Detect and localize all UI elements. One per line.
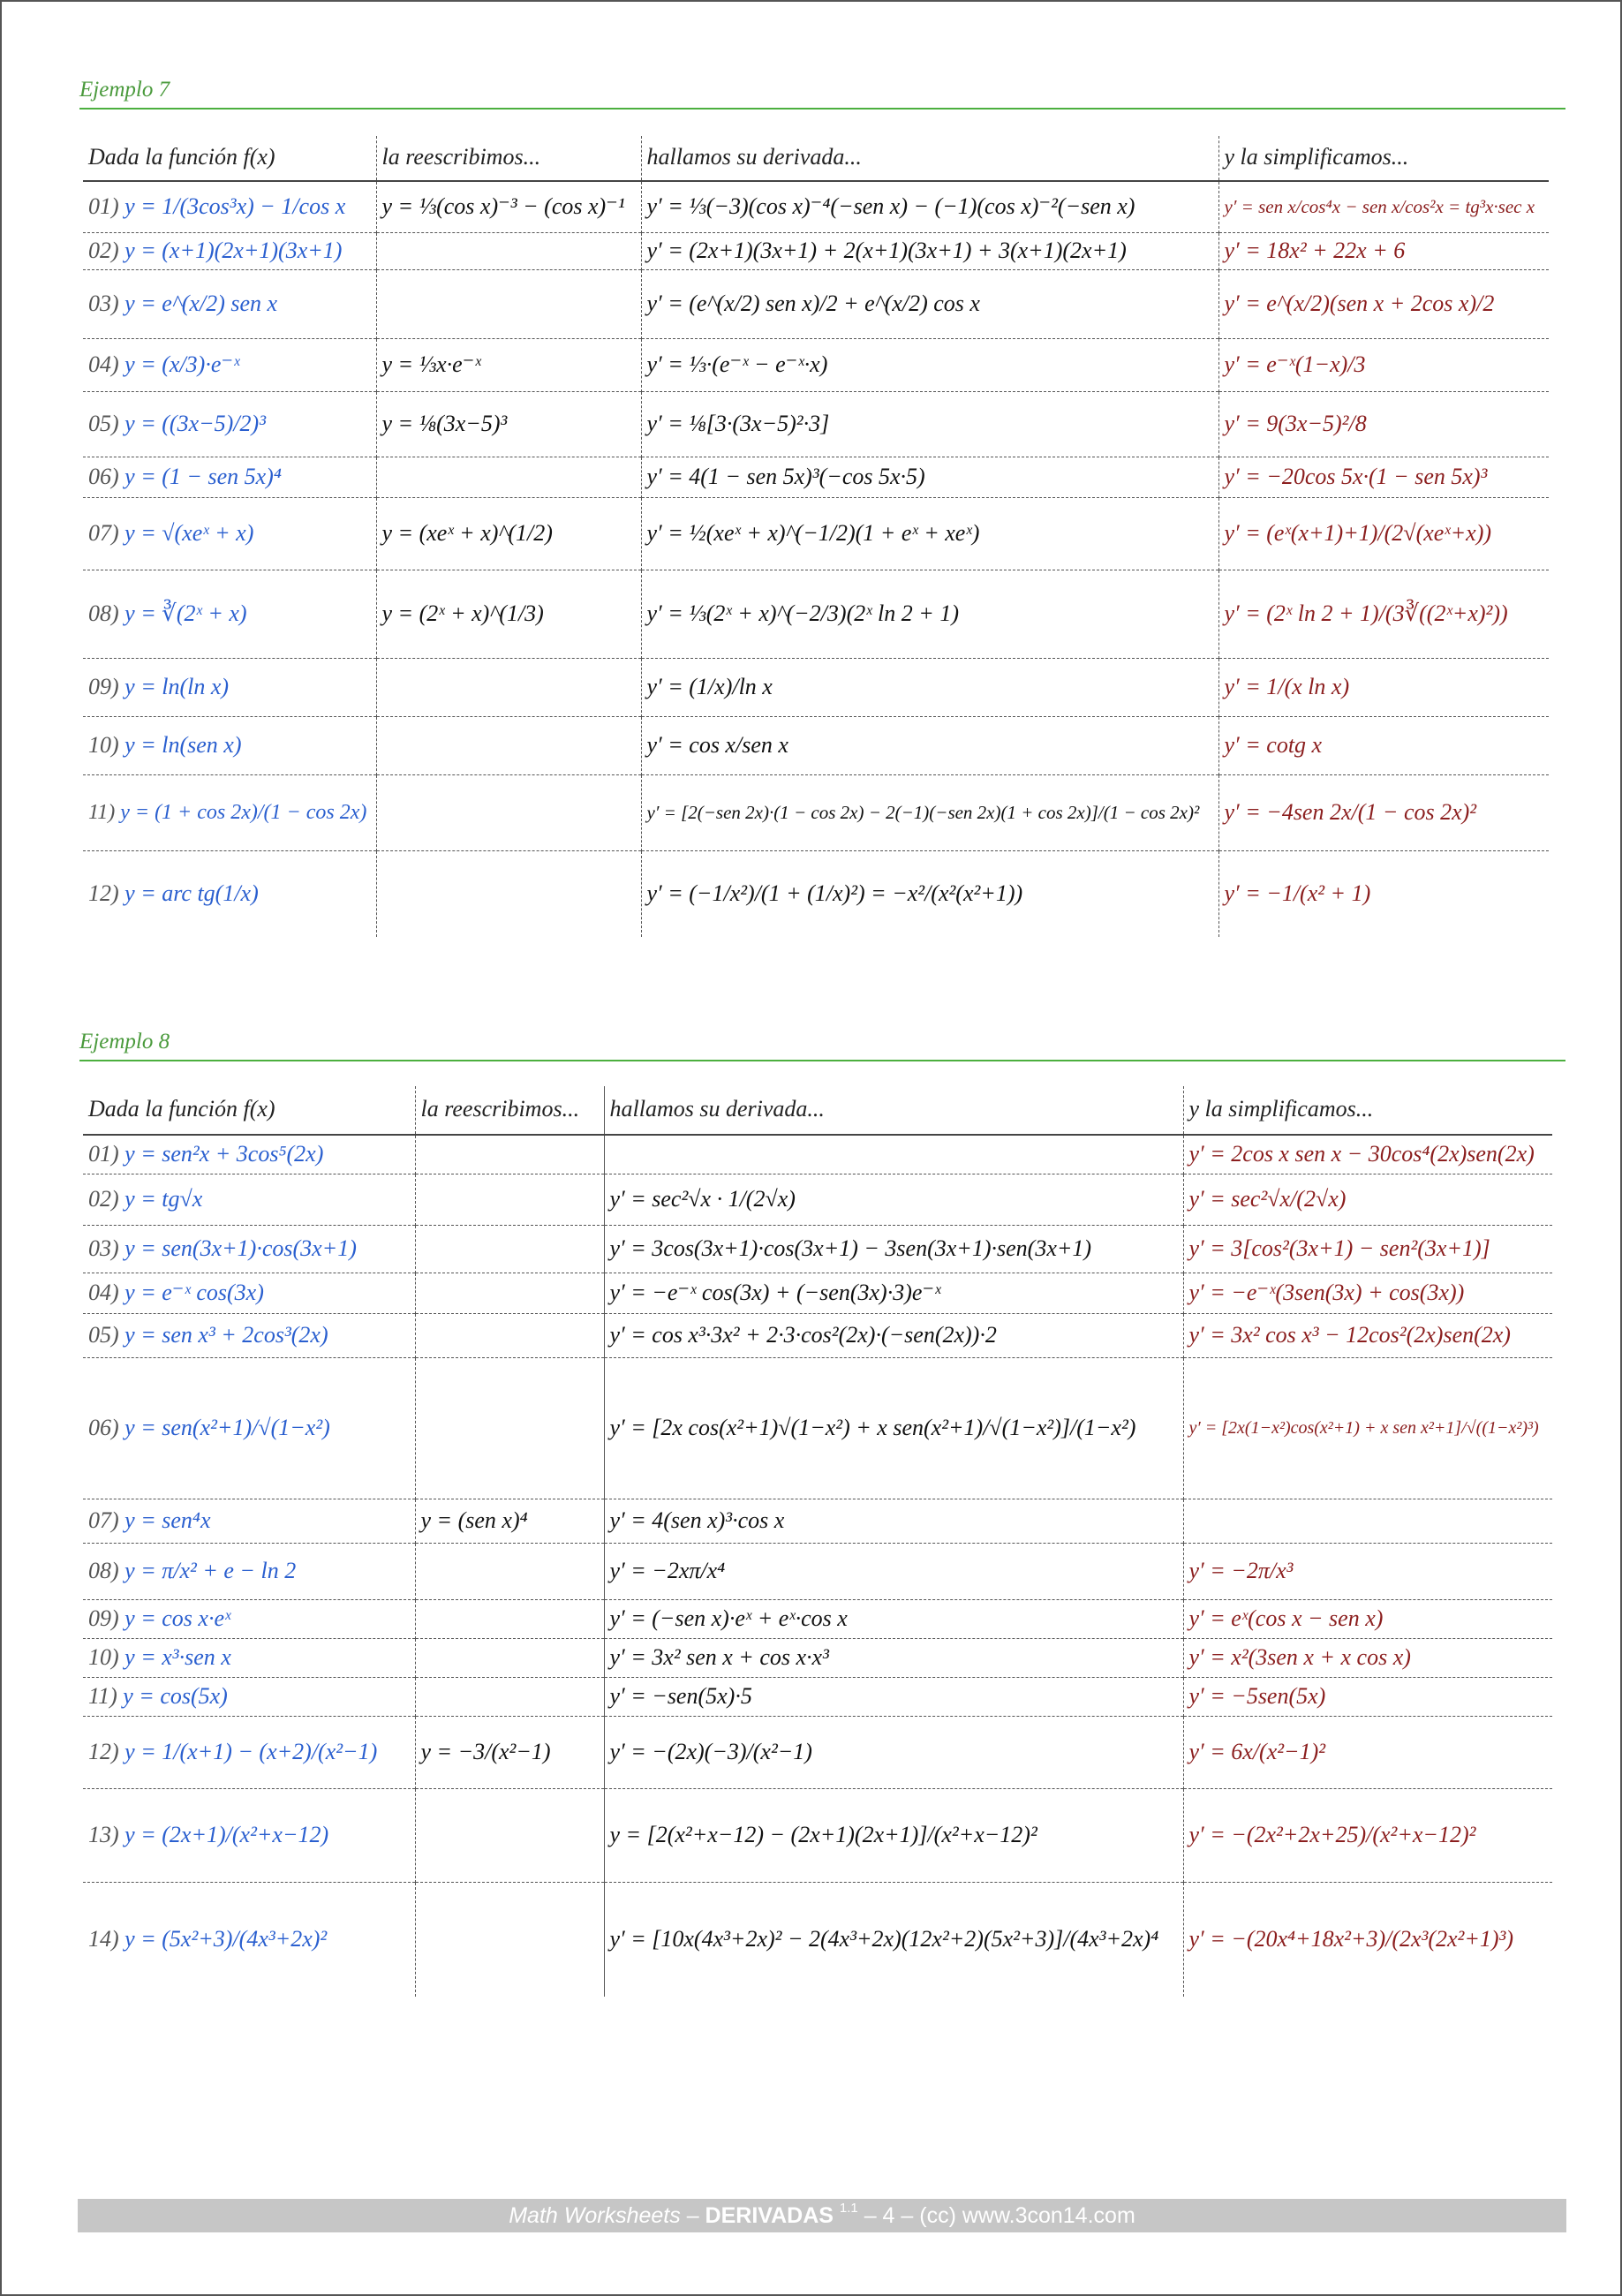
function-cell: [83, 338, 376, 391]
function-expression: y = π/x² + e − ln 2: [124, 1558, 297, 1583]
row-number: 11): [88, 800, 116, 824]
table-row: [83, 338, 1549, 391]
rewrite-cell: [415, 1357, 604, 1499]
derivative-expression: y′ = (−1/x²)/(1 + (1/x)²) = −x²/(x²(x²+1)): [646, 880, 1023, 907]
function-cell: [83, 391, 376, 457]
derivative-cell: [604, 1313, 1183, 1357]
row-number: 10): [88, 1644, 119, 1670]
function-cell: [83, 1174, 415, 1225]
row-number: 04): [88, 351, 119, 377]
derivative-cell: [604, 1882, 1183, 1997]
table-row: [83, 658, 1549, 716]
footer-rest: – 4 – (cc) www.3con14.com: [857, 2203, 1135, 2228]
function-expression: y = sen⁴x: [124, 1507, 211, 1533]
function-expression: y = 1/(x+1) − (x+2)/(x²−1): [124, 1739, 378, 1764]
ejemplo8-rule: [79, 1060, 1565, 1061]
row-number: 05): [88, 411, 119, 436]
derivative-cell: [604, 1174, 1183, 1225]
rewrite-cell: [376, 850, 641, 937]
function-cell: [83, 774, 376, 850]
rewrite-cell: [415, 1174, 604, 1225]
table-row: [83, 1313, 1552, 1357]
derivative-expression: y′ = cos x/sen x: [646, 732, 788, 758]
row-number: 12): [88, 880, 119, 907]
function-expression: y = ln(sen x): [124, 732, 242, 758]
result-expression: y′ = −2π/x³: [1188, 1558, 1294, 1583]
row-number: 13): [88, 1822, 119, 1847]
function-expression: y = arc tg(1/x): [124, 880, 259, 907]
footer-subject: DERIVADAS: [705, 2203, 834, 2228]
result-expression: y′ = −(20x⁴+18x²+3)/(2x³(2x²+1)³): [1188, 1926, 1514, 1952]
footer-bar: [78, 2199, 1566, 2232]
function-expression: y = sen(x²+1)/√(1−x²): [124, 1415, 330, 1440]
rewrite-cell: [415, 1716, 604, 1788]
ejemplo7-header-3: hallamos su derivada...: [641, 136, 1218, 181]
result-cell: [1183, 1135, 1552, 1174]
rewrite-expression: y = ⅓(cos x)⁻³ − (cos x)⁻¹: [381, 193, 625, 220]
ejemplo7-rule: [79, 108, 1565, 110]
result-cell: [1183, 1174, 1552, 1225]
derivative-cell: [604, 1357, 1183, 1499]
derivative-cell: [641, 850, 1218, 937]
function-expression: y = x³·sen x: [124, 1644, 231, 1670]
table-row: [83, 232, 1549, 269]
derivative-expression: y′ = (−sen x)·eˣ + eˣ·cos x: [609, 1605, 848, 1631]
table-row: [83, 1225, 1552, 1273]
derivative-cell: [604, 1677, 1183, 1716]
result-cell: [1183, 1638, 1552, 1677]
table-row: [83, 850, 1549, 937]
rewrite-cell: [415, 1788, 604, 1882]
function-expression: y = ln(ln x): [124, 674, 230, 699]
rewrite-cell: [415, 1638, 604, 1677]
function-expression: y = tg√x: [124, 1186, 203, 1212]
rewrite-cell: [415, 1882, 604, 1997]
result-cell: [1183, 1313, 1552, 1357]
result-cell: [1218, 391, 1549, 457]
derivative-expression: y′ = (e^(x/2) sen x)/2 + e^(x/2) cos x: [646, 291, 980, 316]
derivative-expression: y′ = [2x cos(x²+1)√(1−x²) + x sen(x²+1)/√(1−x²)]/(1−x²): [609, 1415, 1136, 1440]
derivative-expression: y′ = −(2x)(−3)/(x²−1): [609, 1739, 812, 1764]
row-number: 08): [88, 600, 119, 626]
derivative-cell: [604, 1599, 1183, 1638]
derivative-expression: y = [2(x²+x−12) − (2x+1)(2x+1)]/(x²+x−12)²: [609, 1822, 1037, 1847]
rewrite-cell: [376, 232, 641, 269]
table-row: [83, 497, 1549, 570]
row-number: 02): [88, 1186, 119, 1212]
function-cell: [83, 1135, 415, 1174]
derivative-expression: y′ = 4(sen x)³·cos x: [609, 1507, 785, 1533]
result-cell: [1218, 497, 1549, 570]
row-number: 01): [88, 1141, 119, 1167]
row-number: 11): [88, 1683, 117, 1709]
result-cell: [1183, 1677, 1552, 1716]
result-expression: y′ = −e⁻ˣ(3sen(3x) + cos(3x)): [1188, 1280, 1465, 1305]
table-row: [83, 774, 1549, 850]
result-expression: y′ = sen x/cos⁴x − sen x/cos²x = tg³x·sec x: [1224, 195, 1535, 217]
result-cell: [1218, 181, 1549, 232]
row-number: 03): [88, 1235, 119, 1261]
table-row: [83, 1273, 1552, 1313]
function-cell: [83, 1357, 415, 1499]
derivative-cell: [641, 232, 1218, 269]
derivative-cell: [604, 1225, 1183, 1273]
row-number: 09): [88, 674, 119, 699]
rewrite-cell: [376, 774, 641, 850]
function-expression: y = (x/3)·e⁻ˣ: [124, 351, 240, 377]
result-expression: y′ = −(2x²+2x+25)/(x²+x−12)²: [1188, 1822, 1476, 1847]
table-row: [83, 1677, 1552, 1716]
table-row: [83, 1499, 1552, 1543]
result-expression: y′ = −5sen(5x): [1188, 1683, 1326, 1709]
result-cell: [1183, 1357, 1552, 1499]
rewrite-cell: [376, 457, 641, 497]
derivative-expression: y′ = ⅓·(e⁻ˣ − e⁻ˣ·x): [646, 351, 828, 377]
table-row: [83, 391, 1549, 457]
rewrite-cell: [376, 338, 641, 391]
result-expression: y′ = (eˣ(x+1)+1)/(2√(xeˣ+x)): [1224, 520, 1492, 546]
result-cell: [1218, 658, 1549, 716]
ejemplo7-header-1: Dada la función f(x): [83, 136, 376, 181]
row-number: 05): [88, 1322, 119, 1348]
result-cell: [1218, 570, 1549, 658]
derivative-cell: [641, 570, 1218, 658]
derivative-cell: [604, 1273, 1183, 1313]
derivative-expression: y′ = cos x³·3x² + 2·3·cos²(2x)·(−sen(2x))·2: [609, 1322, 997, 1348]
derivative-cell: [604, 1499, 1183, 1543]
result-expression: y′ = e⁻ˣ(1−x)/3: [1224, 351, 1366, 377]
derivative-expression: y′ = sec²√x · 1/(2√x): [609, 1186, 796, 1212]
result-expression: y′ = [2x(1−x²)cos(x²+1) + x sen x²+1]/√((1−x²)³): [1188, 1417, 1539, 1438]
row-number: 10): [88, 732, 119, 758]
footer-version: 1.1: [839, 2201, 858, 2216]
function-cell: [83, 658, 376, 716]
result-cell: [1183, 1716, 1552, 1788]
rewrite-cell: [415, 1225, 604, 1273]
table-row: [83, 1638, 1552, 1677]
function-cell: [83, 1788, 415, 1882]
table-row: [83, 1788, 1552, 1882]
derivative-expression: y′ = −e⁻ˣ cos(3x) + (−sen(3x)·3)e⁻ˣ: [609, 1280, 941, 1305]
row-number: 03): [88, 291, 119, 316]
function-cell: [83, 457, 376, 497]
derivative-expression: y′ = 3cos(3x+1)·cos(3x+1) − 3sen(3x+1)·sen(3x+1): [609, 1235, 1092, 1261]
ejemplo7-header-4: y la simplificamos...: [1218, 136, 1549, 181]
rewrite-expression: y = (xeˣ + x)^(1/2): [381, 520, 553, 546]
result-cell: [1218, 774, 1549, 850]
row-number: 07): [88, 520, 119, 546]
derivative-expression: y′ = ⅓(2ˣ + x)^(−2/3)(2ˣ ln 2 + 1): [646, 600, 959, 626]
rewrite-cell: [376, 269, 641, 338]
footer-dash: –: [680, 2203, 705, 2228]
function-expression: y = ((3x−5)/2)³: [124, 411, 266, 436]
rewrite-cell: [376, 181, 641, 232]
row-number: 04): [88, 1280, 119, 1305]
function-cell: [83, 232, 376, 269]
function-expression: y = (2x+1)/(x²+x−12): [124, 1822, 329, 1847]
table-row: [83, 1174, 1552, 1225]
derivative-cell: [604, 1716, 1183, 1788]
row-number: 06): [88, 464, 119, 489]
result-expression: y′ = 18x² + 22x + 6: [1224, 238, 1406, 263]
function-expression: y = 1/(3cos³x) − 1/cos x: [124, 193, 346, 220]
derivative-expression: y′ = (2x+1)(3x+1) + 2(x+1)(3x+1) + 3(x+1)(2x+1): [646, 238, 1127, 263]
function-cell: [83, 1499, 415, 1543]
function-cell: [83, 181, 376, 232]
result-expression: y′ = 2cos x sen x − 30cos⁴(2x)sen(2x): [1188, 1141, 1535, 1167]
result-cell: [1218, 338, 1549, 391]
result-expression: y′ = e^(x/2)(sen x + 2cos x)/2: [1224, 291, 1495, 316]
function-cell: [83, 716, 376, 774]
result-expression: y′ = sec²√x/(2√x): [1188, 1186, 1347, 1212]
row-number: 12): [88, 1739, 119, 1764]
result-expression: y′ = x²(3sen x + x cos x): [1188, 1644, 1411, 1670]
row-number: 07): [88, 1507, 119, 1533]
function-expression: y = cos(5x): [123, 1683, 228, 1709]
function-cell: [83, 1882, 415, 1997]
derivative-cell: [641, 338, 1218, 391]
result-cell: [1218, 457, 1549, 497]
derivative-cell: [641, 181, 1218, 232]
table-row: [83, 457, 1549, 497]
result-expression: y′ = −20cos 5x·(1 − sen 5x)³: [1224, 464, 1488, 489]
result-expression: y′ = −1/(x² + 1): [1224, 880, 1371, 907]
table-row: [83, 1716, 1552, 1788]
ejemplo8-header-2: la reescribimos...: [415, 1086, 604, 1135]
derivative-cell: [641, 457, 1218, 497]
function-expression: y = sen²x + 3cos⁵(2x): [124, 1141, 324, 1167]
footer-brand: Math Worksheets: [509, 2203, 681, 2228]
derivative-expression: y′ = [2(−sen 2x)·(1 − cos 2x) − 2(−1)(−sen 2x)(1 + cos 2x)]/(1 − cos 2x)²: [646, 801, 1200, 823]
table-row: [83, 269, 1549, 338]
ejemplo8-header-1: Dada la función f(x): [83, 1086, 415, 1135]
rewrite-expression: y = ⅛(3x−5)³: [381, 411, 508, 436]
ejemplo8-header-row: [83, 1086, 1552, 1135]
derivative-expression: y′ = [10x(4x³+2x)² − 2(4x³+2x)(12x²+2)(5x²+3)]/(4x³+2x)⁴: [609, 1926, 1159, 1952]
function-expression: y = ∛(2ˣ + x): [124, 600, 247, 626]
result-expression: y′ = cotg x: [1224, 732, 1323, 758]
function-cell: [83, 1225, 415, 1273]
rewrite-expression: y = (sen x)⁴: [420, 1507, 528, 1533]
row-number: 08): [88, 1558, 119, 1583]
result-expression: y′ = 6x/(x²−1)²: [1188, 1739, 1326, 1764]
derivative-cell: [641, 497, 1218, 570]
rewrite-cell: [415, 1677, 604, 1716]
result-cell: [1218, 232, 1549, 269]
rewrite-expression: y = (2ˣ + x)^(1/3): [381, 600, 544, 626]
derivative-expression: y′ = 4(1 − sen 5x)³(−cos 5x·5): [646, 464, 925, 489]
rewrite-cell: [376, 716, 641, 774]
result-cell: [1218, 716, 1549, 774]
rewrite-cell: [415, 1599, 604, 1638]
function-cell: [83, 1716, 415, 1788]
rewrite-cell: [415, 1135, 604, 1174]
derivative-cell: [604, 1543, 1183, 1599]
function-expression: y = cos x·eˣ: [124, 1605, 231, 1631]
ejemplo7-title: Ejemplo 7: [79, 78, 170, 102]
result-expression: y′ = 3x² cos x³ − 12cos²(2x)sen(2x): [1188, 1322, 1511, 1348]
derivative-expression: y′ = (1/x)/ln x: [646, 674, 773, 699]
function-cell: [83, 1313, 415, 1357]
result-cell: [1183, 1599, 1552, 1638]
derivative-cell: [604, 1638, 1183, 1677]
function-cell: [83, 1677, 415, 1716]
result-cell: [1218, 850, 1549, 937]
function-expression: y = (x+1)(2x+1)(3x+1): [124, 238, 343, 263]
function-expression: y = e^(x/2) sen x: [124, 291, 278, 316]
table-row: [83, 1599, 1552, 1638]
function-expression: y = e⁻ˣ cos(3x): [124, 1280, 264, 1305]
rewrite-expression: y = −3/(x²−1): [420, 1739, 551, 1764]
function-cell: [83, 570, 376, 658]
derivative-expression: y′ = ⅛[3·(3x−5)²·3]: [646, 411, 830, 436]
derivative-cell: [641, 658, 1218, 716]
function-expression: y = √(xeˣ + x): [124, 520, 254, 546]
table-row: [83, 570, 1549, 658]
table-row: [83, 1135, 1552, 1174]
derivative-expression: y′ = ⅓(−3)(cos x)⁻⁴(−sen x) − (−1)(cos x)⁻²(−sen x): [646, 193, 1135, 220]
derivative-cell: [641, 269, 1218, 338]
derivative-cell: [641, 391, 1218, 457]
result-expression: y′ = eˣ(cos x − sen x): [1188, 1605, 1384, 1631]
ejemplo8-header-3: hallamos su derivada...: [604, 1086, 1183, 1135]
table-row: [83, 716, 1549, 774]
function-expression: y = (1 + cos 2x)/(1 − cos 2x): [120, 800, 367, 824]
table-row: [83, 1357, 1552, 1499]
rewrite-cell: [376, 570, 641, 658]
function-expression: y = sen(3x+1)·cos(3x+1): [124, 1235, 357, 1261]
derivative-cell: [604, 1788, 1183, 1882]
function-cell: [83, 1599, 415, 1638]
function-expression: y = sen x³ + 2cos³(2x): [124, 1322, 328, 1348]
ejemplo8-header-4: y la simplificamos...: [1183, 1086, 1552, 1135]
derivative-expression: y′ = ½(xeˣ + x)^(−1/2)(1 + eˣ + xeˣ): [646, 520, 980, 546]
ejemplo7-table: [83, 136, 1549, 937]
derivative-expression: y′ = 3x² sen x + cos x·x³: [609, 1644, 829, 1670]
derivative-cell: [641, 716, 1218, 774]
rewrite-cell: [376, 497, 641, 570]
result-cell: [1218, 269, 1549, 338]
derivative-expression: y′ = −sen(5x)·5: [609, 1683, 752, 1709]
table-row: [83, 181, 1549, 232]
row-number: 02): [88, 238, 119, 263]
result-expression: y′ = 1/(x ln x): [1224, 674, 1350, 699]
function-cell: [83, 1543, 415, 1599]
ejemplo7-header-2: la reescribimos...: [376, 136, 641, 181]
ejemplo8-table: [83, 1086, 1552, 1997]
result-expression: y′ = 3[cos²(3x+1) − sen²(3x+1)]: [1188, 1235, 1490, 1261]
function-expression: y = (1 − sen 5x)⁴: [124, 464, 282, 489]
function-cell: [83, 850, 376, 937]
rewrite-cell: [415, 1499, 604, 1543]
derivative-cell: [641, 774, 1218, 850]
row-number: 06): [88, 1415, 119, 1440]
function-cell: [83, 1273, 415, 1313]
ejemplo8-title: Ejemplo 8: [79, 1030, 170, 1054]
function-cell: [83, 497, 376, 570]
function-expression: y = (5x²+3)/(4x³+2x)²: [124, 1926, 328, 1952]
rewrite-cell: [376, 658, 641, 716]
derivative-cell: [604, 1135, 1183, 1174]
result-expression: y′ = 9(3x−5)²/8: [1224, 411, 1367, 436]
rewrite-cell: [376, 391, 641, 457]
rewrite-cell: [415, 1273, 604, 1313]
result-cell: [1183, 1273, 1552, 1313]
result-cell: [1183, 1543, 1552, 1599]
ejemplo7-header-row: [83, 136, 1549, 181]
result-cell: [1183, 1788, 1552, 1882]
table-row: [83, 1882, 1552, 1997]
rewrite-cell: [415, 1313, 604, 1357]
function-cell: [83, 269, 376, 338]
result-expression: y′ = −4sen 2x/(1 − cos 2x)²: [1224, 799, 1477, 825]
row-number: 09): [88, 1605, 119, 1631]
function-cell: [83, 1638, 415, 1677]
result-cell: [1183, 1225, 1552, 1273]
rewrite-expression: y = ⅓x·e⁻ˣ: [381, 351, 481, 377]
result-expression: y′ = (2ˣ ln 2 + 1)/(3∛((2ˣ+x)²)): [1224, 600, 1508, 626]
row-number: 01): [88, 193, 119, 220]
row-number: 14): [88, 1926, 119, 1952]
result-cell: [1183, 1499, 1552, 1543]
result-cell: [1183, 1882, 1552, 1997]
rewrite-cell: [415, 1543, 604, 1599]
table-row: [83, 1543, 1552, 1599]
derivative-expression: y′ = −2xπ/x⁴: [609, 1558, 726, 1583]
